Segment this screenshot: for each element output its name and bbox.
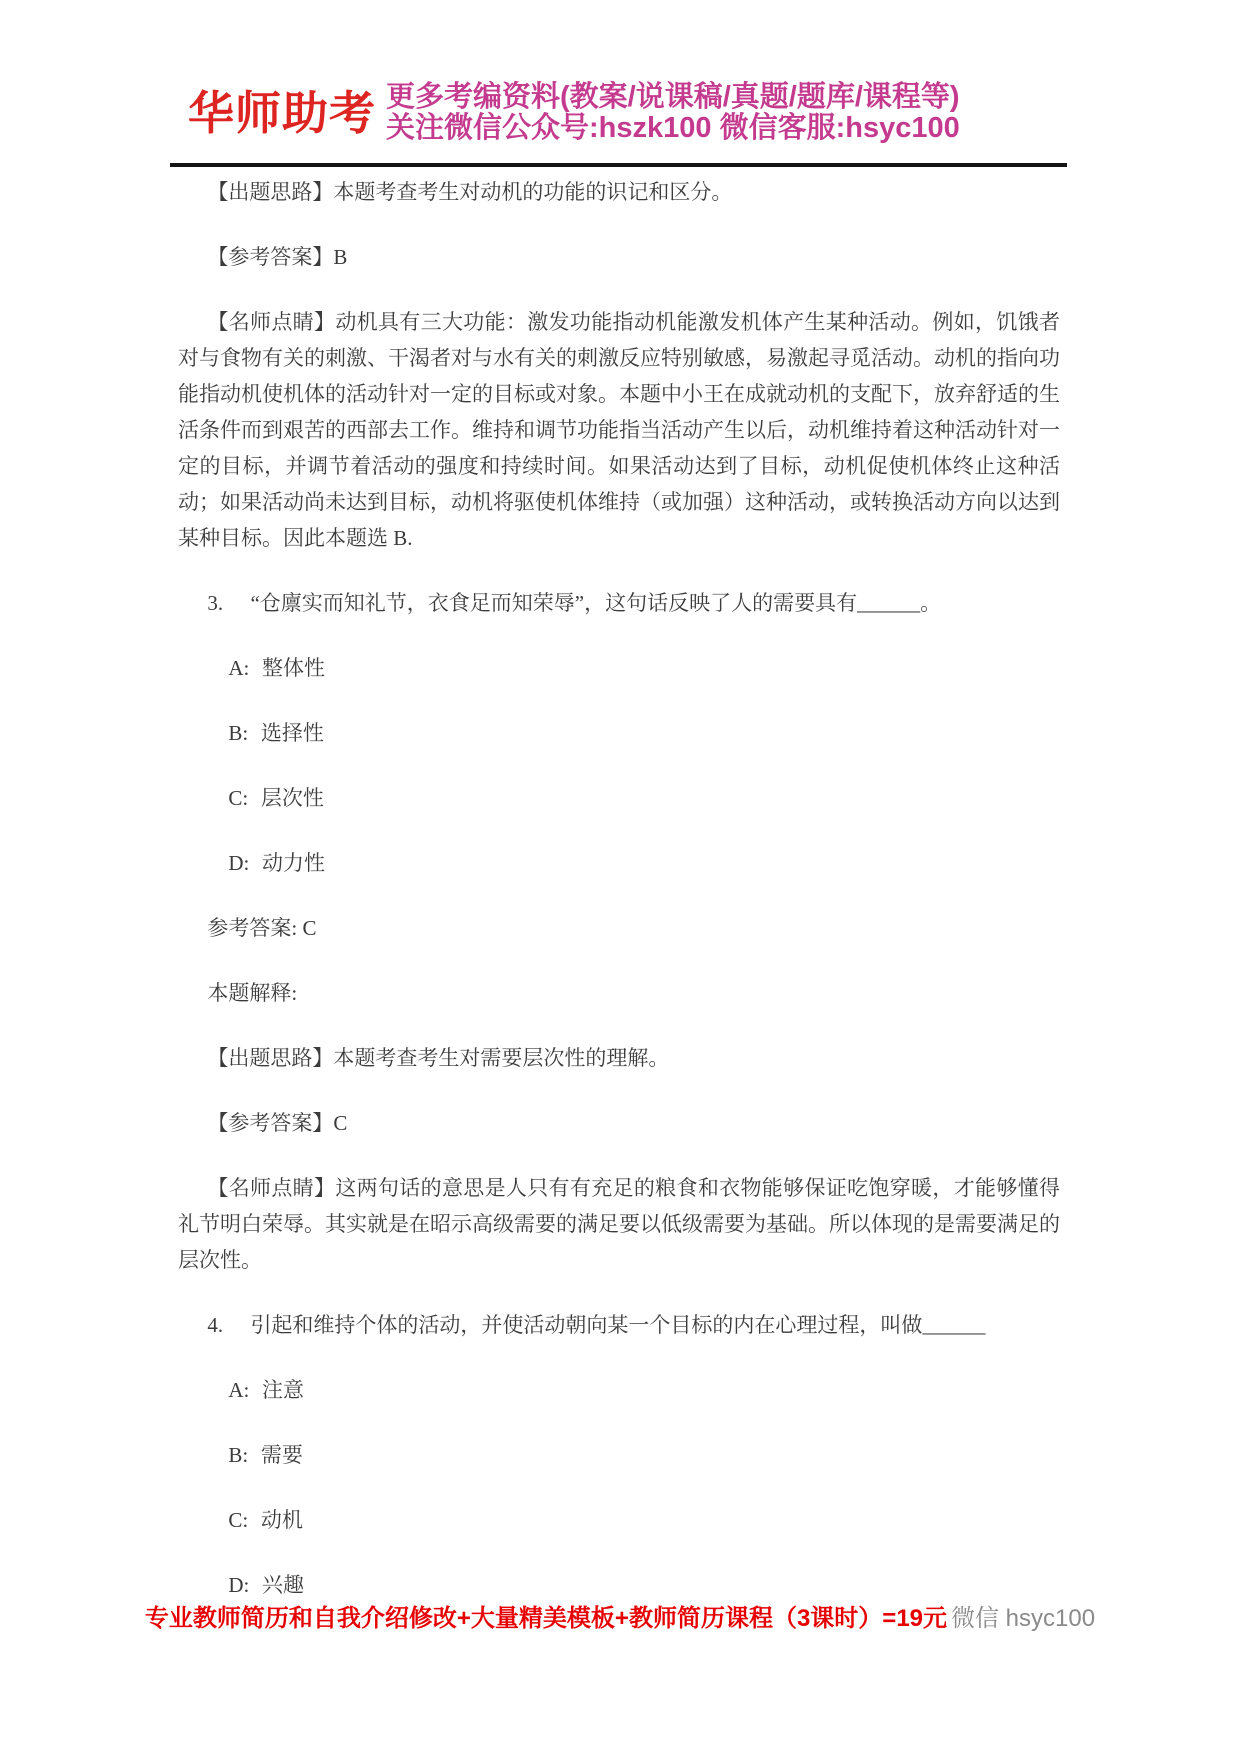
option-label: D: [228, 851, 250, 875]
header-promo [386, 82, 960, 144]
option-text: 动机 [260, 1508, 303, 1532]
question4-option-d [178, 1567, 1060, 1603]
option-text: 动力性 [261, 851, 325, 875]
footer-banner [0, 1604, 1240, 1634]
option-label: B: [228, 1443, 249, 1467]
question3-option-d [178, 845, 1060, 881]
question2-tips-paragraph: 【名师点睛】动机具有三大功能：激发功能指动机能激发机体产生某种活动。例如，饥饿者对与食物有关的刺激、干渴者对与水有关的刺激反应特别敏感，易激起寻觅活动。动机的指向功能指动机使机体的活动针对一定的目标或对象。本题中小王在成就动机的支配下，放弃舒适的生活条件而到艰苦的西部去工作。维持和调节功能指当活动产生以后，动机维持着这种活动针对一定的目标，并调节着活动的强度和持续时间。如果活动达到了目标，动机促使机体终止这种活动；如果活动尚未达到目标，动机将驱使机体维持（或加强）这种活动，或转换活动方向以达到某种目标。因此本题选 B. [178, 310, 1060, 550]
header-divider [170, 163, 1067, 167]
question4-option-b [178, 1437, 1060, 1473]
question3-number: 3. [207, 591, 224, 615]
footer-ad-text: 专业教师简历和自我介绍修改+大量精美模板+教师简历课程（3课时）=19元 [144, 1605, 948, 1632]
question3-option-a [178, 650, 1060, 686]
header-banner [188, 82, 960, 144]
question3-ref-answer: 【参考答案】C [207, 1111, 348, 1135]
question3-option-c [178, 780, 1060, 816]
question3-idea-paragraph: 【出题思路】本题考查考生对需要层次性的理解。 [207, 1046, 670, 1070]
option-text: 层次性 [260, 786, 324, 810]
question4-option-c [178, 1502, 1060, 1538]
question3-option-b [178, 715, 1060, 751]
question3-explain-heading: 本题解释: [207, 981, 298, 1005]
header-promo-line1: 更多考编资料(教案/说课稿/真题/题库/课程等) [386, 81, 960, 113]
question4-stem [178, 1307, 1060, 1343]
option-label: C: [228, 1508, 249, 1532]
header-promo-line2: 关注微信公众号:hszk100 微信客服:hsyc100 [386, 112, 960, 144]
footer-wechat-label: 微信 hsyc100 [951, 1605, 1096, 1632]
document-body [0, 174, 1240, 1632]
question4-number: 4. [207, 1313, 224, 1337]
brand-logo: 华师助考 [188, 86, 376, 139]
question4-text: 引起和维持个体的活动，并使活动朝向某一个目标的内在心理过程，叫做 [250, 1313, 923, 1337]
question2-idea-paragraph: 【出题思路】本题考查考生对动机的功能的识记和区分。 [207, 180, 733, 204]
option-label: D: [228, 1573, 250, 1597]
option-text: 选择性 [260, 721, 324, 745]
question4-blank: ______ [922, 1313, 986, 1337]
option-label: A: [228, 656, 250, 680]
option-text: 需要 [260, 1443, 303, 1467]
question3-stem [178, 585, 1060, 621]
option-text: 注意 [261, 1378, 304, 1402]
question3-answer-line: 参考答案: C [207, 916, 317, 940]
option-text: 兴趣 [261, 1573, 304, 1597]
question3-suffix: 。 [920, 591, 942, 615]
question2-ref-answer: 【参考答案】B [207, 245, 348, 269]
question3-tips-paragraph: 【名师点睛】这两句话的意思是人只有有充足的粮食和衣物能够保证吃饱穿暖，才能够懂得礼节明白荣辱。其实就是在昭示高级需要的满足要以低级需要为基础。所以体现的是需要满足的层次性。 [178, 1176, 1060, 1272]
question3-blank: ______ [857, 591, 921, 615]
option-text: 整体性 [261, 656, 325, 680]
option-label: C: [228, 786, 249, 810]
option-label: B: [228, 721, 249, 745]
option-label: A: [228, 1378, 250, 1402]
question3-text: “仓廪实而知礼节，衣食足而知荣辱”，这句话反映了人的需要具有 [250, 591, 858, 615]
question4-option-a [178, 1372, 1060, 1408]
